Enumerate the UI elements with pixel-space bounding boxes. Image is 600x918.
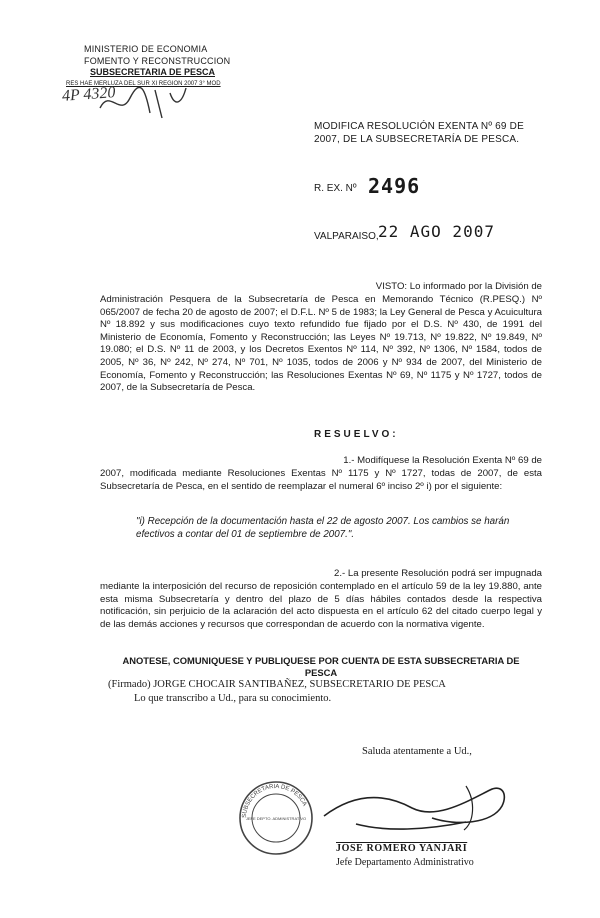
quoted-replacement-text: "i) Recepción de la documentación hasta el 22 de agosto 2007. Los cambios se harán efectivos a contar del 01 de septiembre de 2007.". [136,516,510,540]
handwritten-signature [316,772,516,842]
item2-lead-text: 2.- La presente Resolución podrá ser impugnada [334,568,542,579]
saluda-line: Saluda atentamente a Ud., [362,746,472,757]
handwritten-scribble [90,78,200,128]
transcribe-line: Lo que transcribo a Ud., para su conocimiento. [134,693,332,704]
ministry-line-2: FOMENTO Y RECONSTRUCCION [84,56,231,66]
official-stamp [236,778,316,858]
signer-title: Jefe Departamento Administrativo [336,857,474,868]
subject-line-2: 2007, DE LA SUBSECRETARÍA DE PESCA. [314,134,520,145]
resolution-label: R. EX. Nº [314,183,357,194]
item2-lead [100,568,542,581]
signer-name: JOSE ROMERO YANJARI [336,843,468,854]
stamp-text: SUBSECRETARIA DE PESCA [241,783,308,819]
registry-line: RES HAE MERLUZA DEL SUR XI REGION 2007 3° MOD [66,81,221,87]
item1-lead-text: 1.- Modifíquese la Resolución Exenta Nº 69 de [343,455,542,466]
visto-body: Administración Pesquera de la Subsecretaría de Pesca en Memorando Técnico (R.PESQ.) Nº 065/2007 de fecha 20 de agosto de 2007; el D.F.L. Nº 5 de 1983; la Ley General de Pesca y Acuicultura Nº 18.892 y sus modificaciones cuyo texto refundido fue fijado por el D.S. Nº 430, de 1991 del Ministerio de Economía, Fomento y Reconstrucción; las Leyes Nº 19.713, Nº 19.822, Nº 19.849, Nº 19.080; el D.S. Nº 11 de 2003, y los Decretos Exentos Nº 114, Nº 392, Nº 1306, Nº 1584, todos de 2005, Nº 36, Nº 242, Nº 274, Nº 701, Nº 1035, todos de 2006 y Nº 934 de 2007, del Ministerio de Economía, Fomento y Reconstrucción; las Resoluciones Exentas Nº 69, Nº 1175 y Nº 1727, todos de 2007, de la Subsecretaría de Pesca. [100,294,542,394]
visto-first-line [100,281,542,294]
resolution-date: 22 AGO 2007 [378,222,495,241]
place-label: VALPARAISO, [314,231,379,242]
anotese-line: ANOTESE, COMUNIQUESE Y PUBLIQUESE POR CUENTA DE ESTA SUBSECRETARIA DE [122,655,520,666]
resolution-number: 2496 [368,174,421,198]
item1-lead [100,455,542,468]
subsecretaria-heading: SUBSECRETARIA DE PESCA [90,67,216,77]
subject-line-1: MODIFICA RESOLUCIÓN EXENTA Nº 69 DE [314,121,524,132]
item1-body: 2007, modificada mediante Resoluciones Exentas Nº 1175 y Nº 1727, todas de 2007, de esta Subsecretaría de Pesca, en el sentido de reemplazar el numeral 6º inciso 2º i) por el siguiente: [100,468,542,492]
ministry-line-1: MINISTERIO DE ECONOMIA [84,44,208,54]
handwritten-reference: 4P 4320 [61,84,116,105]
firmado-line: (Firmado) JORGE CHOCAIR SANTIBAÑEZ, SUBSECRETARIO DE PESCA [108,679,446,690]
resuelvo-heading: RESUELVO: [314,429,399,440]
stamp-inner-text: JEFE DEPTO. ADMINISTRATIVO [245,816,307,821]
anotese-pesca: PESCA [304,667,338,678]
visto-first-line-text: VISTO: Lo informado por la División de [375,281,542,292]
item2-body: mediante la interposición del recurso de reposición contemplado en el artículo 59 de la ley 19.880, ante esta misma Subsecretaría y dentro del plazo de 5 días hábiles contados desde la respectiva notificación, sin perjuicio de la aclaración del acto dispuesta en el artículo 62 del citado cuerpo legal y de las demás acciones y recursos que correspondan de acuerdo con la normativa vigente. [100,581,542,630]
